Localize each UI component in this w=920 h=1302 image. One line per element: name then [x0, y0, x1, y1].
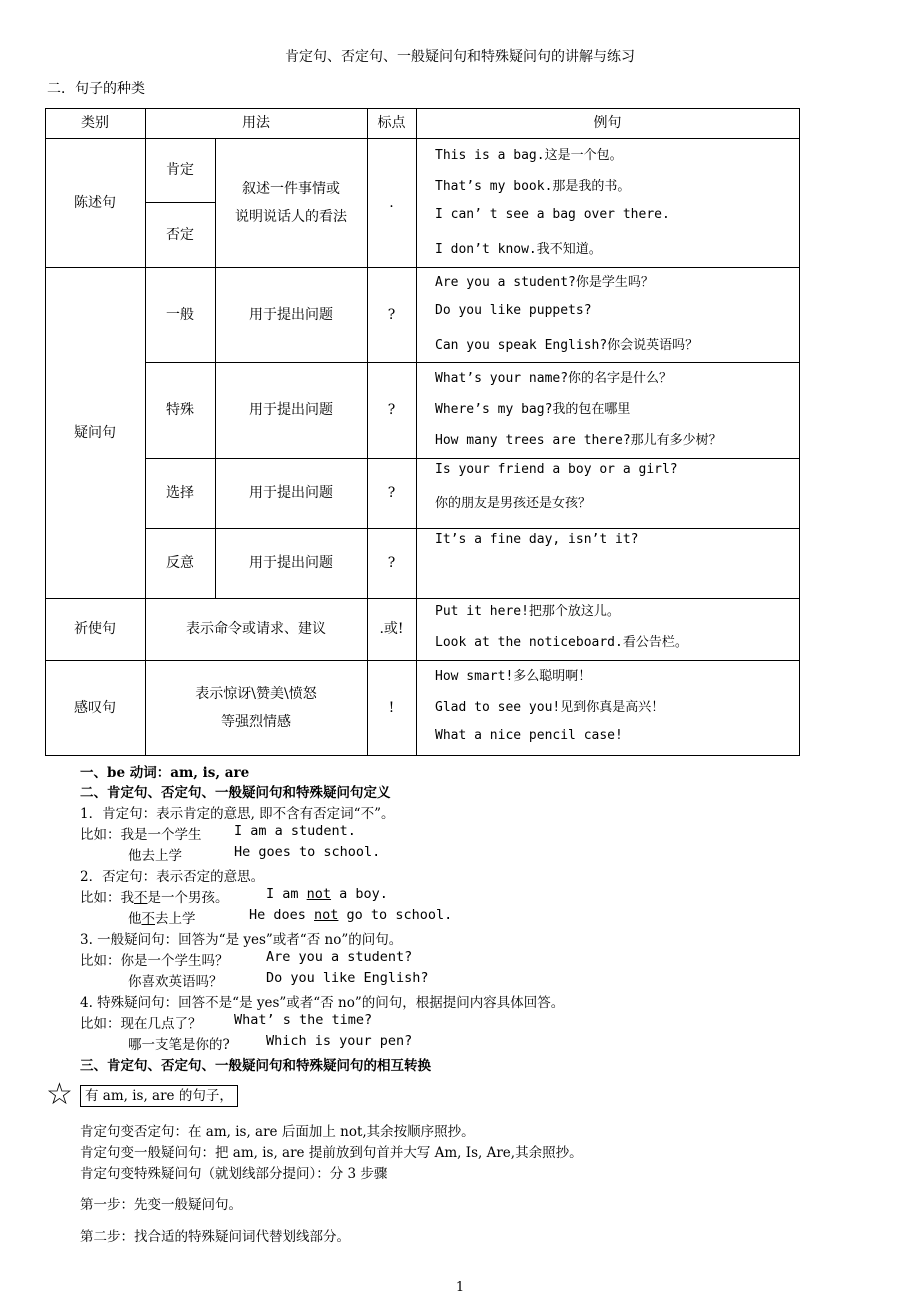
example-line: Are you a student?你是学生吗？: [435, 275, 654, 290]
rule-to-yes-no: 肯定句变一般疑问句：把 am, is, are 提前放到句首并大写 Am, Is, Are,其余照抄。: [80, 1145, 583, 1161]
example-cn: 比如：你是一个学生吗？: [80, 953, 229, 969]
rule-to-negative: 肯定句变否定句：在 am, is, are 后面加上 not,其余按顺序照抄。: [80, 1124, 475, 1140]
example-line: What’s your name?你的名字是什么？: [435, 371, 673, 386]
def-affirmative: 1．肯定句：表示肯定的意思, 即不含有否定词“不”。: [80, 806, 395, 822]
example-line: Put it here!把那个放这儿。: [435, 604, 620, 619]
example-line: Look at the noticeboard.看公告栏。: [435, 635, 688, 650]
section-heading: 二．句子的种类: [47, 81, 145, 97]
heading-be-verbs: 一、be 动词：am, is, are: [80, 765, 250, 781]
usage-special: 用于提出问题: [249, 402, 333, 418]
boxed-note: 有 am, is, are 的句子，: [80, 1085, 238, 1107]
usage-choice: 用于提出问题: [249, 485, 333, 501]
usage-general: 用于提出问题: [249, 306, 333, 323]
punct-general: ?: [387, 306, 396, 323]
category-imperative: 祈使句: [74, 621, 116, 637]
example-line: Where’s my bag?我的包在哪里: [435, 402, 631, 417]
usage-exclamatory-line1: 表示惊讶\赞美\愤怒: [195, 685, 317, 702]
sub-special: 特殊: [166, 402, 194, 418]
punct-declarative: .: [389, 194, 394, 211]
star-icon: ☆: [46, 1077, 73, 1112]
example-cn: 比如：我不是一个男孩。: [80, 890, 229, 906]
punct-tag: ?: [387, 555, 396, 571]
example-line: How many trees are there?那儿有多少树？: [435, 433, 722, 448]
header-usage: 用法: [242, 115, 270, 131]
page-number: 1: [455, 1280, 465, 1295]
sub-affirmative: 肯定: [166, 162, 194, 178]
header-category: 类别: [81, 115, 109, 131]
punct-imperative: .或!: [379, 621, 404, 637]
def-negative: 2．否定句：表示否定的意思。: [80, 869, 265, 885]
example-cn: 哪一支笔是你的?: [128, 1037, 230, 1053]
sub-general: 一般: [166, 306, 194, 323]
example-line: That’s my book.那是我的书。: [435, 179, 631, 194]
example-en: Are you a student?: [266, 949, 413, 965]
category-declarative: 陈述句: [74, 194, 116, 211]
def-yes-no-question: 3. 一般疑问句：回答为“是 yes”或者“否 no”的问句。: [80, 932, 403, 948]
example-en: He goes to school.: [234, 844, 381, 860]
page-title: 肯定句、否定句、一般疑问句和特殊疑问句的讲解与练习: [285, 49, 635, 65]
example-line: It’s a fine day, isn’t it?: [435, 532, 639, 547]
example-line: I can’ t see a bag over there.: [435, 207, 670, 222]
example-cn: 他去上学: [128, 848, 182, 864]
example-line: Glad to see you!见到你真是高兴！: [435, 700, 665, 715]
punct-special: ?: [387, 402, 396, 418]
example-line: Can you speak English?你会说英语吗？: [435, 338, 699, 353]
example-line: What a nice pencil case!: [435, 728, 623, 743]
punct-exclamatory: !: [388, 699, 395, 716]
example-en: He does not go to school.: [249, 907, 453, 923]
usage-declarative-line2: 说明说话人的看法: [235, 208, 347, 225]
step-two: 第二步：找合适的特殊疑问词代替划线部分。: [80, 1229, 350, 1245]
header-punctuation: 标点: [377, 115, 406, 131]
sub-negative: 否定: [166, 226, 194, 243]
usage-tag: 用于提出问题: [249, 555, 333, 571]
example-line: How smart!多么聪明啊！: [435, 669, 592, 684]
header-example: 例句: [593, 115, 622, 131]
example-en: What’ s the time?: [234, 1012, 373, 1028]
usage-imperative: 表示命令或请求、建议: [186, 621, 326, 637]
usage-exclamatory-line2: 等强烈情感: [221, 713, 291, 730]
usage-declarative: [215, 138, 367, 267]
example-en: Do you like English?: [266, 970, 429, 986]
heading-definitions: 二、肯定句、否定句、一般疑问句和特殊疑问句定义: [80, 785, 391, 801]
category-interrogative: 疑问句: [74, 424, 116, 441]
example-line: I don’t know.我不知道。: [435, 242, 602, 257]
sub-tag: 反意: [166, 555, 194, 571]
heading-conversion: 三、肯定句、否定句、一般疑问句和特殊疑问句的相互转换: [80, 1058, 431, 1074]
example-cn: 比如：现在几点了？: [80, 1016, 202, 1032]
step-one: 第一步：先变一般疑问句。: [80, 1197, 242, 1213]
punct-choice: ?: [387, 485, 396, 501]
sub-choice: 选择: [166, 485, 194, 501]
example-line: 你的朋友是男孩还是女孩？: [435, 496, 592, 511]
def-wh-question: 4. 特殊疑问句：回答不是“是 yes”或者“否 no”的问句，根据提问内容具体回答。: [80, 995, 565, 1011]
category-exclamatory: 感叹句: [74, 699, 116, 716]
usage-declarative-line1: 叙述一件事情或: [242, 180, 340, 197]
example-line: Do you like puppets?: [435, 303, 592, 318]
example-cn: 比如：我是一个学生: [80, 827, 202, 843]
usage-exclamatory: [145, 660, 367, 755]
sentence-types-table: [45, 108, 800, 756]
example-cn: 他不去上学: [128, 911, 196, 927]
example-en: I am a student.: [234, 823, 356, 839]
example-line: Is your friend a boy or a girl?: [435, 462, 678, 477]
example-line: This is a bag.这是一个包。: [435, 148, 623, 163]
example-en: I am not a boy.: [266, 886, 388, 902]
example-en: Which is your pen?: [266, 1033, 413, 1049]
example-cn: 你喜欢英语吗？: [128, 974, 223, 990]
rule-to-wh: 肯定句变特殊疑问句（就划线部分提问）：分 3 步骤: [80, 1166, 388, 1182]
